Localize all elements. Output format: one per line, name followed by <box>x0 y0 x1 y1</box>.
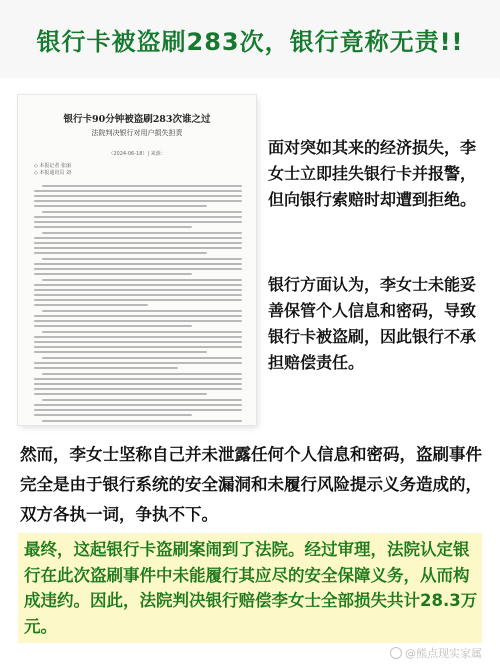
article-paragraph <box>34 310 242 327</box>
article-title: 银行卡90分钟被盗刷283次谁之过 <box>63 114 211 125</box>
article-text-line <box>34 268 242 270</box>
article-text-line <box>34 304 148 306</box>
article-text-line <box>42 357 242 359</box>
article-text-line <box>34 367 178 369</box>
article-text-line <box>34 273 192 275</box>
article-subtitle: 法院判决银行对用户损失担责 <box>91 129 183 137</box>
article-text-line <box>34 237 242 239</box>
article-text-line <box>34 346 242 348</box>
article-text-line <box>34 205 207 207</box>
article-paragraph <box>34 279 242 306</box>
article-text-line <box>34 320 242 322</box>
article-text-line <box>34 341 242 343</box>
article-text-line <box>34 195 242 197</box>
article-text-line <box>34 378 242 380</box>
article-text-line <box>34 409 242 411</box>
paragraph-3: 然而，李女士坚称自己并未泄露任何个人信息和密码，盗刷事件完全是由于银行系统的安全漏洞和未履行风险提示义务造成的，双方各执一词，争执不下。 <box>20 445 482 524</box>
watermark-text: @熊点现实家属 <box>405 647 482 660</box>
article-text-line <box>34 404 242 406</box>
article-text-line <box>34 216 242 218</box>
article-text-line <box>34 315 242 317</box>
article-text-line <box>42 211 242 213</box>
article-text-line <box>42 279 242 281</box>
article-paragraph <box>34 420 242 425</box>
headline-banner <box>0 0 500 78</box>
article-text-line <box>34 414 192 416</box>
article-paragraph <box>34 258 242 275</box>
article-date: （2024-06-18）| 来源： <box>108 151 166 157</box>
article-text-line <box>34 284 242 286</box>
watermark-logo-icon <box>390 647 402 659</box>
article-text-line <box>34 190 242 192</box>
article-paragraph <box>34 232 242 254</box>
article-text-line <box>42 331 242 333</box>
right-paragraph-2: 银行方面认为，李女士未能妥善保管个人信息和密码，导致银行卡被盗刷，因此银行不承担赔偿责任。 <box>268 275 477 372</box>
article-text-line <box>42 310 242 312</box>
article-text-line <box>34 336 242 338</box>
article-text-line <box>34 242 242 244</box>
author-line: ◇ 本报通讯员 刘 <box>34 170 72 176</box>
author-line: ◇ 本报记者 张丽 <box>34 163 72 169</box>
article-text-line <box>34 383 242 385</box>
article-author <box>34 163 71 177</box>
watermark <box>390 645 482 661</box>
article-text-line <box>34 393 207 395</box>
article-text-line <box>42 185 242 187</box>
article-paragraph <box>34 373 242 395</box>
article-text-line <box>34 289 242 291</box>
article-paragraph <box>34 399 242 416</box>
article-text-line <box>34 200 242 202</box>
article-text-line <box>34 263 242 265</box>
article-text-line <box>42 232 242 234</box>
article-text-line <box>34 221 242 223</box>
article-text-line <box>34 299 242 301</box>
article-text-line <box>34 247 242 249</box>
news-article-scan <box>18 95 256 425</box>
article-paragraph <box>34 185 242 207</box>
article-text-line <box>42 258 242 260</box>
article-text-line <box>34 388 242 390</box>
article-text-line <box>34 362 242 364</box>
article-text-line <box>42 399 242 401</box>
article-text-line <box>42 373 242 375</box>
article-text-line <box>42 420 242 422</box>
article-text-line <box>34 325 192 327</box>
article-body <box>34 185 242 425</box>
article-paragraph <box>34 331 242 353</box>
final-highlight-box <box>18 533 482 643</box>
article-text-line <box>34 351 207 353</box>
article-paragraph <box>34 211 242 228</box>
article-text-line <box>34 294 242 296</box>
headline: 银行卡被盗刷283次，银行竟称无责!! <box>36 27 464 56</box>
article-paragraph <box>34 357 242 369</box>
final-paragraph: 最终，这起银行卡盗刷案闹到了法院。经过审理，法院认定银行在此次盗刷事件中未能履行其应尽的安全保障义务，从而构成违约。因此，法院判决银行赔偿李女士全部损失共计28.3万元。 <box>24 540 478 636</box>
right-paragraph-1: 面对突如其来的经济损失，李女士立即挂失银行卡并报警，但向银行索赔时却遭到拒绝。 <box>268 138 477 209</box>
article-text-line <box>34 252 207 254</box>
article-text-line <box>34 226 192 228</box>
